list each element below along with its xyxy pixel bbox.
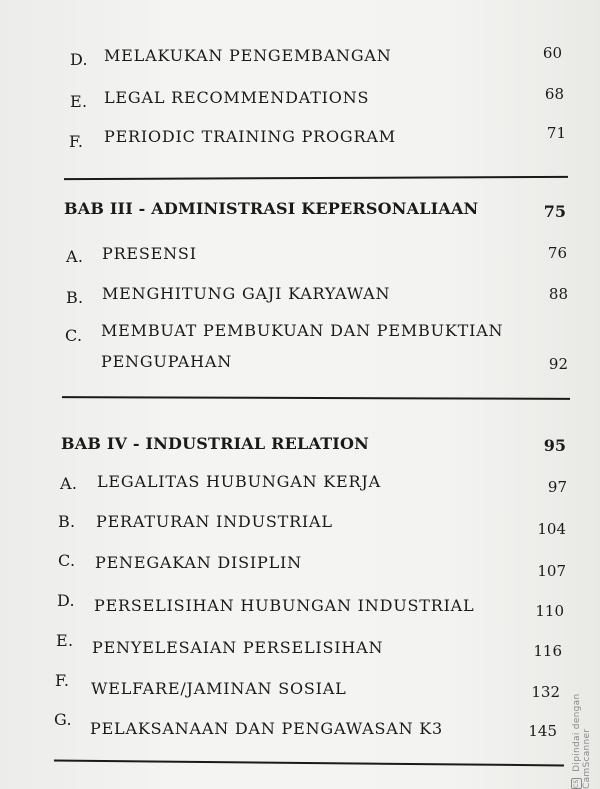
entry-page-number: 88 [548, 285, 568, 303]
entry-title: PERATURAN INDUSTRIAL [96, 512, 333, 531]
entry-title: PENYELESAIAN PERSELISIHAN [92, 638, 384, 657]
entry-letter: B. [66, 288, 84, 307]
chapter-title: BAB III - ADMINISTRASI KEPERSONALIAAN [64, 199, 479, 218]
entry-title: MELAKUKAN PENGEMBANGAN [104, 46, 392, 65]
entry-page-number: 76 [547, 244, 567, 262]
entry-letter: F. [69, 132, 84, 151]
camscanner-icon: CS [573, 779, 580, 788]
entry-title: PRESENSI [102, 244, 197, 263]
entry-title: PERIODIC TRAINING PROGRAM [104, 127, 396, 146]
entry-letter: B. [58, 512, 76, 531]
entry-letter: A. [66, 247, 84, 266]
entry-page-number: 104 [537, 520, 566, 538]
entry-title: PENEGAKAN DISIPLIN [95, 553, 302, 572]
entry-letter: C. [58, 551, 76, 570]
entry-letter: A. [60, 474, 78, 493]
entry-page-number: 107 [537, 562, 566, 580]
entry-title: MEMBUAT PEMBUKUAN DAN PEMBUKTIAN [101, 321, 504, 340]
entry-letter: D. [70, 50, 88, 69]
entry-page-number: 92 [548, 355, 568, 373]
entry-title: LEGAL RECOMMENDATIONS [104, 88, 370, 107]
chapter-title: BAB IV - INDUSTRIAL RELATION [61, 434, 369, 453]
entry-letter: D. [57, 591, 75, 610]
entry-page-number: 145 [528, 722, 557, 740]
entry-letter: E. [56, 631, 74, 650]
entry-page-number: 60 [542, 44, 562, 62]
entry-title: PERSELISIHAN HUBUNGAN INDUSTRIAL [94, 596, 475, 615]
entry-page-number: 110 [535, 602, 564, 620]
section-divider [54, 760, 564, 767]
entry-title-continuation: PENGUPAHAN [101, 352, 233, 371]
entry-page-number: 116 [533, 642, 562, 660]
entry-letter: G. [54, 710, 72, 729]
chapter-page-number: 75 [543, 202, 566, 221]
entry-page-number: 132 [531, 683, 560, 701]
chapter-page-number: 95 [543, 436, 566, 455]
entry-letter: F. [55, 671, 70, 690]
entry-title: WELFARE/JAMINAN SOSIAL [91, 679, 347, 698]
watermark-text: Dipindai dengan CamScanner [572, 693, 592, 789]
section-divider [64, 176, 568, 180]
entry-title: LEGALITAS HUBUNGAN KERJA [97, 472, 381, 491]
entry-page-number: 97 [547, 478, 567, 496]
entry-letter: E. [70, 92, 88, 111]
entry-letter: C. [65, 326, 83, 345]
scanner-watermark [571, 650, 592, 789]
entry-title: PELAKSANAAN DAN PENGAWASAN K3 [90, 719, 444, 738]
entry-page-number: 71 [546, 124, 566, 142]
entry-title: MENGHITUNG GAJI KARYAWAN [102, 284, 391, 303]
entry-page-number: 68 [544, 85, 564, 103]
section-divider [62, 396, 570, 400]
